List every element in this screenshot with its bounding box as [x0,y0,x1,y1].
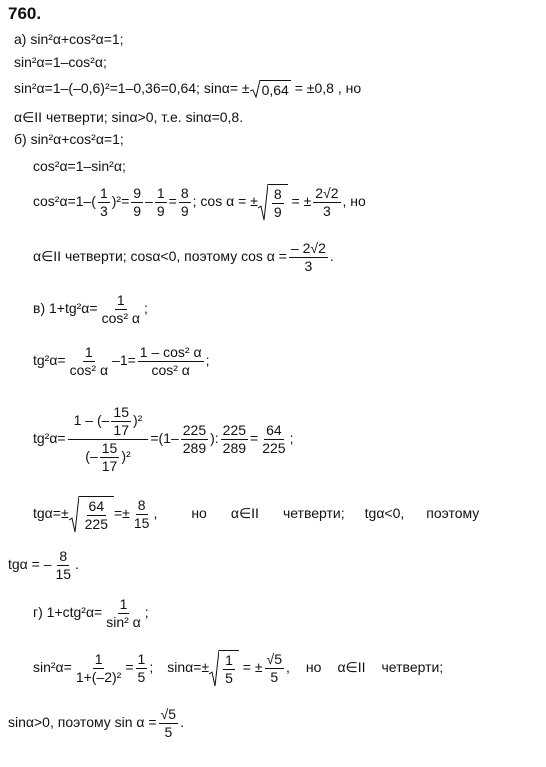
part-b-line-2: cos²α=1–sin²α; [33,158,126,174]
part-v-line-4: tgα=± 64 225 =± $\frac{8}{15}$ , но α∈II четверти; tgα<0, поэтому [33,497,480,532]
problem-number: 760. [8,4,42,23]
part-v-line-2: tg²α= $\frac{1}{\text{cos² α}}$ –1= $\frac{\text{1 – cos² α}}{\text{cos² α}}$ ; [33,344,210,378]
part-g-line-1: г) 1+ctg²α= $\frac{1}{\text{sin² α}}$ ; [33,596,149,630]
part-a-line-3: sin²α=1–(–0,6)²=1–0,36=0,64; sinα= ± 0,64 = ±0,8 , но [14,80,362,99]
part-g-line-2: sin²α= $\frac{1}{\text{1+(–2)²}}$ = $\frac{1}{5}$ ; sinα=± 1 5 = ± $\frac{√5}{5}$ , но α∈II четверти; [33,651,444,686]
sqrt-0-64: 0,64 [250,80,291,98]
part-v-line-5: tgα = – $\frac{8}{15}$ . [8,548,79,582]
part-b-line-4: α∈II четверти; cosα<0, поэтому cos α = $\frac{- 2√2}{3}$ . [33,240,334,274]
part-a-line-4: α∈II четверти; sinα>0, т.е. sinα=0,8. [14,109,244,125]
part-v-line-3: tg²α= 1 – (– $\frac{15}{17}$ )² (– $\frac{15}{17}$ )² =(1– $\frac{225}{289}$ ): $\frac{225}{289}$ = $\frac{64}{225}$ ; [33,404,294,474]
part-a-line-2: sin²α=1–cos²α; [14,54,107,70]
part-b-line-1: б) sin²α+cos²α=1; [14,131,124,147]
part-g-line-3: sinα>0, поэтому sin α = $\frac{√5}{5}$ . [8,706,184,740]
part-b-line-3: cos²α=1–( $\frac{1}{3}$ )²= $\frac{9}{9}$ – $\frac{1}{9}$ = $\frac{8}{9}$ ; cos α = ± 8 9 = ± $\frac{2√2}{3}$ , но [33,185,366,220]
part-a-line-1: а) sin²α+cos²α=1; [14,31,124,47]
part-v-line-1: в) 1+tg²α= $\frac{1}{\text{cos² α}}$ ; [33,292,148,326]
